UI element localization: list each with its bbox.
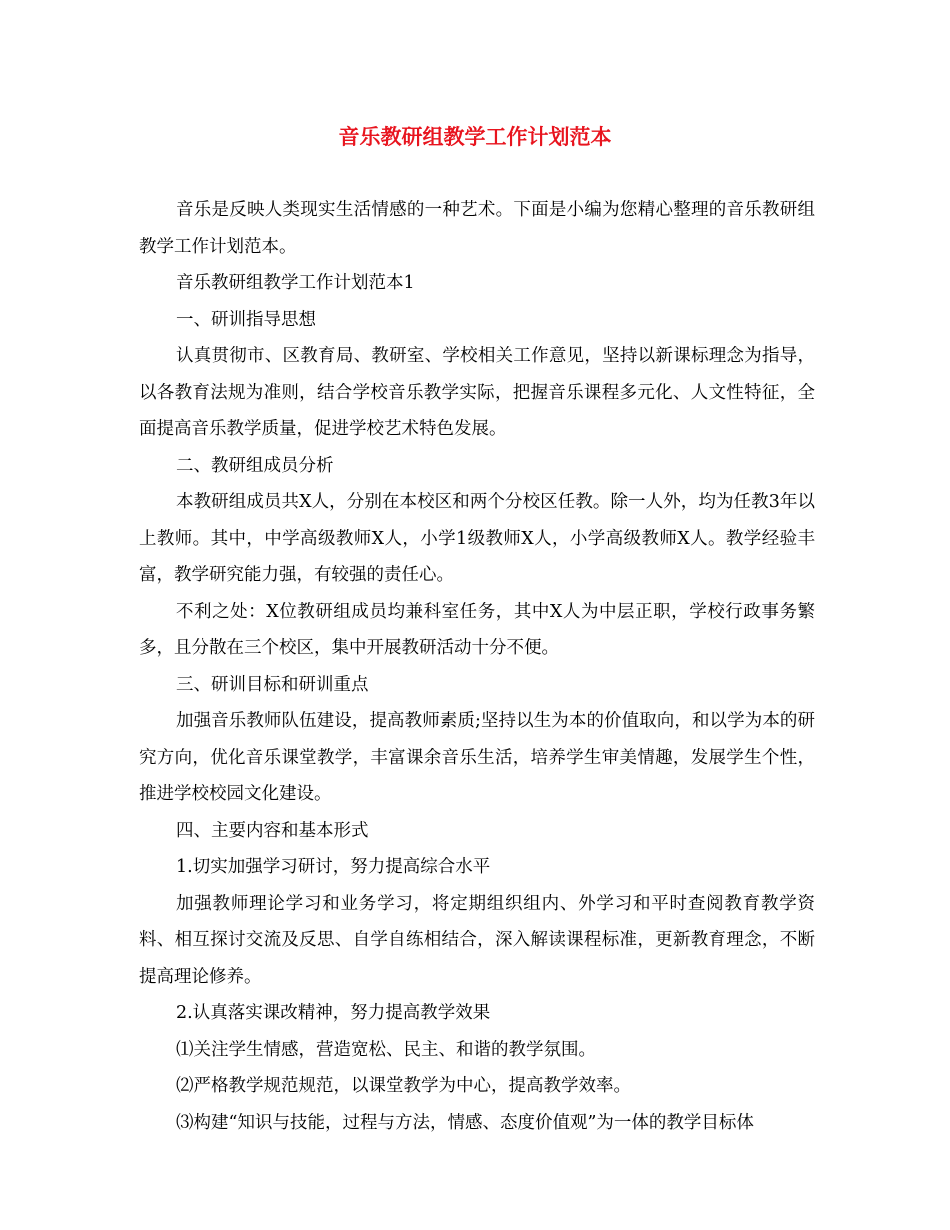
member-analysis-paragraph: 本教研组成员共X人，分别在本校区和两个分校区任教。除一人外，均为任教3年以上教师。其中，中学高级教师X人，小学1级教师X人，小学高级教师X人。教学经验丰富，教学研究能力强，有较强的责任心。 [139, 492, 815, 585]
section-heading-plan-1: 音乐教研组教学工作计划范本1 [176, 273, 415, 293]
list-item-2: ⑵严格教学规范规范，以课堂教学为中心，提高教学效率。 [176, 1076, 631, 1096]
list-item-3: ⑶构建“知识与技能，过程与方法，情感、态度价值观”为一体的教学目标体 [176, 1112, 754, 1133]
subheading-curriculum-reform: 2.认真落实课改精神，努力提高教学效果 [176, 1003, 491, 1023]
list-item-1: ⑴关注学生情感，营造宽松、民主、和谐的教学氛围。 [176, 1039, 596, 1060]
intro-paragraph: 音乐是反映人类现实生活情感的一种艺术。下面是小编为您精心整理的音乐教研组教学工作计划范本。 [139, 200, 815, 257]
document-title: 音乐教研组教学工作计划范本 [338, 125, 612, 149]
section-heading-guiding-thought: 一、研训指导思想 [176, 309, 316, 330]
section-heading-content-forms: 四、主要内容和基本形式 [176, 820, 369, 841]
study-paragraph: 加强教师理论学习和业务学习，将定期组织组内、外学习和平时查阅教育教学资料、相互探讨交流及反思、自学自练相结合，深入解读课程标准，更新教育理念，不断提高理论修养。 [139, 893, 815, 987]
section-heading-goals: 三、研训目标和研训重点 [176, 674, 369, 695]
section-heading-member-analysis: 二、教研组成员分析 [176, 455, 334, 476]
goals-paragraph: 加强音乐教师队伍建设，提高教师素质;坚持以生为本的价值取向，和以学为本的研究方向，优化音乐课堂教学，丰富课余音乐生活，培养学生审美情趣，发展学生个性，推进学校校园文化建设。 [139, 711, 815, 804]
subheading-study: 1.切实加强学习研讨，努力提高综合水平 [176, 857, 491, 877]
disadvantages-paragraph: 不利之处：X位教研组成员均兼科室任务，其中X人为中层正职，学校行政事务繁多，且分散在三个校区，集中开展教研活动十分不便。 [139, 601, 815, 658]
document-body [139, 192, 815, 1141]
guiding-thought-paragraph: 认真贯彻市、区教育局、教研室、学校相关工作意见，坚持以新课标理念为指导，以各教育法规为准则，结合学校音乐教学实际，把握音乐课程多元化、人文性特征，全面提高音乐教学质量，促进学校艺术特色发展。 [139, 346, 815, 439]
